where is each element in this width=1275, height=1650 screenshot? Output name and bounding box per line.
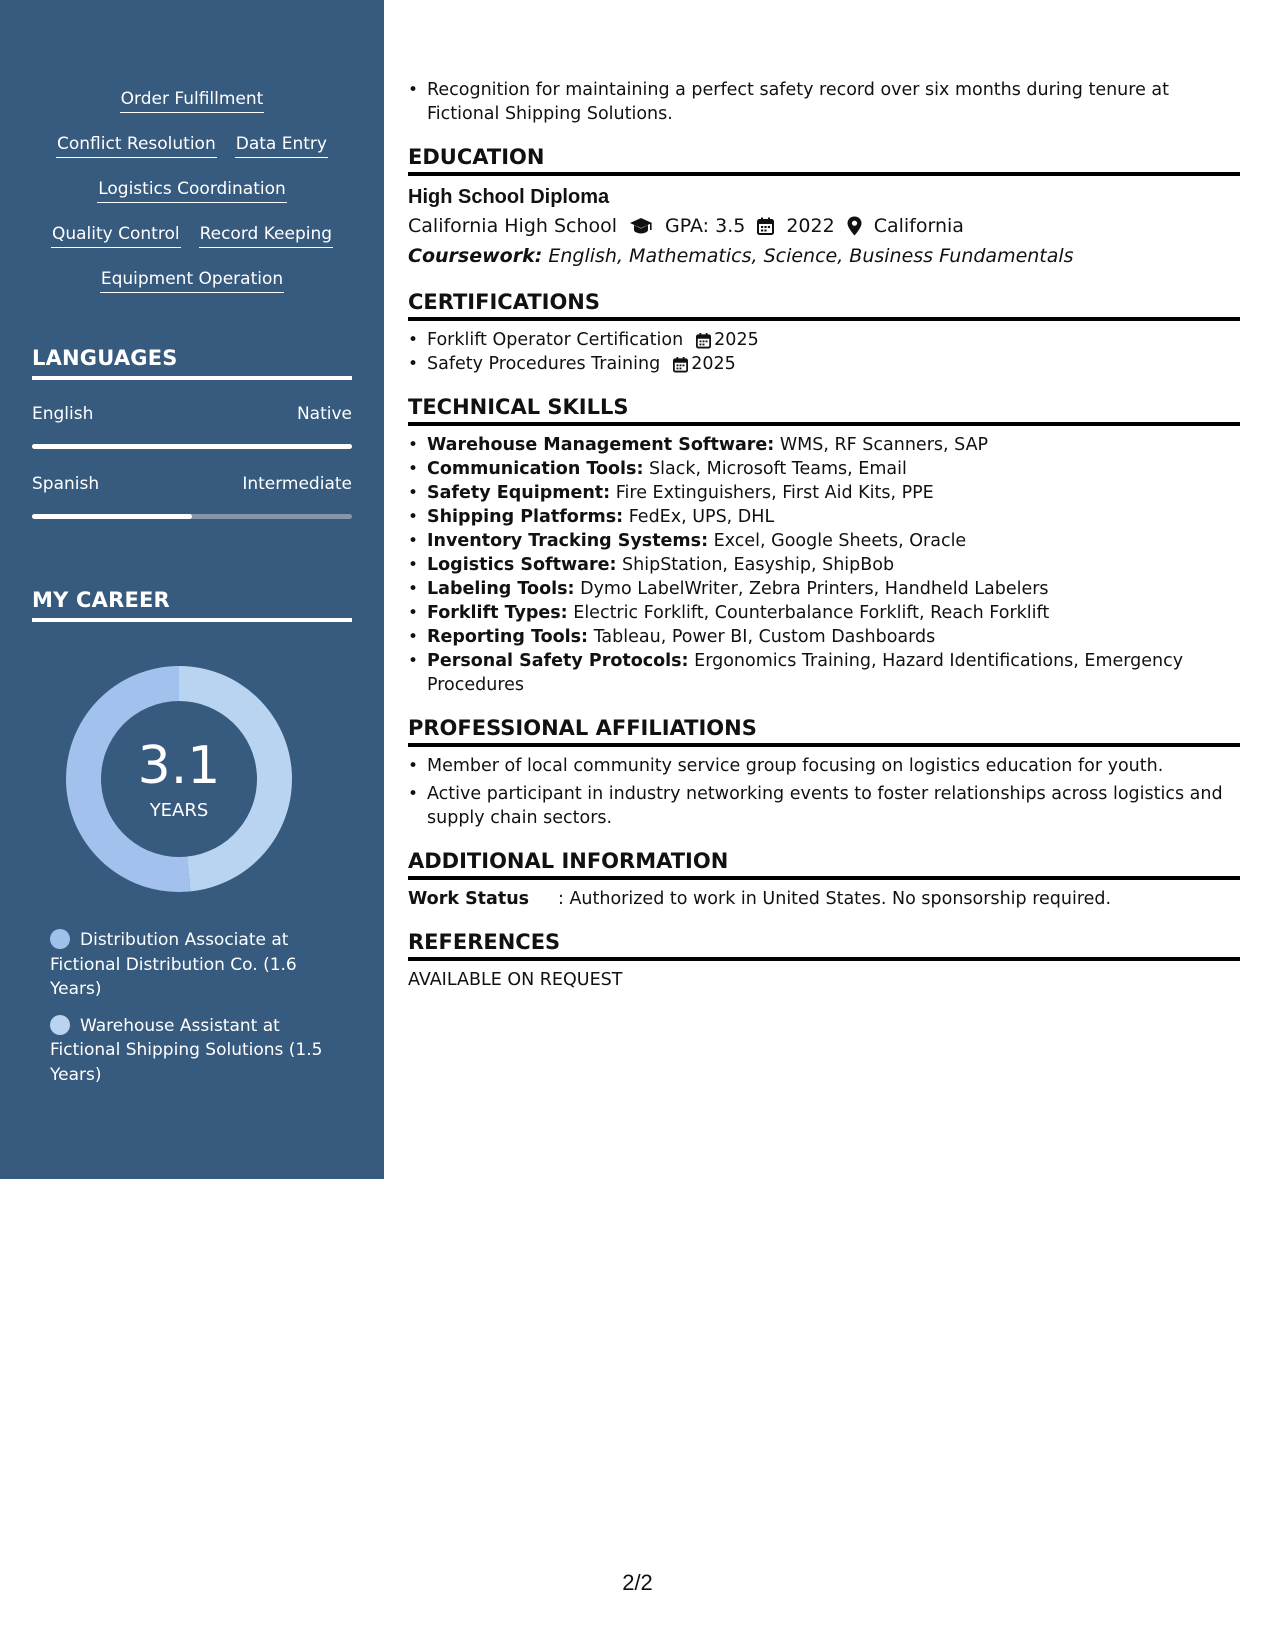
page-number: 2/2 <box>622 1570 653 1595</box>
certifications-list <box>408 328 1240 376</box>
work-status-value: : Authorized to work in United States. No sponsorship required. <box>558 889 1112 909</box>
skill-tag-row <box>32 178 352 223</box>
languages-heading: LANGUAGES <box>32 346 352 380</box>
language-english <box>32 404 352 449</box>
technical-skill-item <box>408 481 1240 505</box>
education-location: California <box>873 215 964 237</box>
calendar-icon <box>757 217 774 235</box>
technical-skill-value: Slack, Microsoft Teams, Email <box>649 459 907 479</box>
references-heading: REFERENCES <box>408 929 1240 961</box>
technical-skill-label: Labeling Tools: <box>427 579 575 599</box>
language-name: English <box>32 404 94 424</box>
location-pin-icon <box>847 216 862 236</box>
affiliations-list <box>408 754 1240 830</box>
experience-bullets <box>408 78 1240 126</box>
work-status-row <box>408 887 1240 911</box>
technical-skill-value: Excel, Google Sheets, Oracle <box>713 531 967 551</box>
career-total-years: 3.1 <box>137 736 221 796</box>
certification-item <box>408 328 1240 352</box>
career-dot-icon <box>50 1015 70 1035</box>
education-coursework <box>408 241 1240 271</box>
main-content <box>408 78 1240 992</box>
coursework-label: Coursework: <box>408 245 543 267</box>
technical-skill-value: Ergonomics Training, Hazard Identifications, Emergency Procedures <box>427 651 1184 695</box>
technical-skill-value: Tableau, Power BI, Custom Dashboards <box>593 627 936 647</box>
calendar-icon <box>673 356 688 373</box>
technical-skill-item <box>408 577 1240 601</box>
technical-skill-label: Personal Safety Protocols: <box>427 651 689 671</box>
career-list <box>50 928 340 1099</box>
additional-info-heading: ADDITIONAL INFORMATION <box>408 848 1240 880</box>
technical-skill-value: ShipStation, Easyship, ShipBob <box>622 555 895 575</box>
technical-skill-value: Fire Extinguishers, First Aid Kits, PPE <box>615 483 934 503</box>
certification-name: • Forklift Operator Certification <box>427 330 684 350</box>
career-item-text: Warehouse Assistant at Fictional Shipping Solutions (1.5 Years) <box>50 1015 323 1085</box>
career-heading: MY CAREER <box>32 588 352 622</box>
technical-skill-value: FedEx, UPS, DHL <box>628 507 775 527</box>
language-bar-fill <box>32 444 352 449</box>
calendar-icon <box>696 332 711 349</box>
technical-skill-value: Electric Forklift, Counterbalance Forklift, Reach Forklift <box>573 603 1050 623</box>
skill-tag: Quality Control <box>51 223 181 248</box>
language-level: Native <box>296 404 352 424</box>
affiliation-item: • Active participant in industry networking events to foster relationships across logistics and supply chain sectors. <box>408 782 1240 830</box>
technical-skill-item <box>408 625 1240 649</box>
technical-skill-label: Inventory Tracking Systems: <box>427 531 709 551</box>
technical-skill-label: Safety Equipment: <box>427 483 611 503</box>
skill-tag: Data Entry <box>235 133 328 158</box>
skill-tag: Order Fulfillment <box>120 88 265 113</box>
technical-skill-label: Forklift Types: <box>427 603 568 623</box>
education-details <box>408 211 1240 241</box>
technical-skill-item <box>408 457 1240 481</box>
skill-tag-row <box>32 88 352 133</box>
education-degree: High School Diploma <box>408 186 610 208</box>
certification-year: 2025 <box>714 330 759 350</box>
coursework-value: English, Mathematics, Science, Business Fundamentals <box>548 245 1074 267</box>
skill-tag: Equipment Operation <box>100 268 284 293</box>
career-years-unit: YEARS <box>149 800 209 821</box>
references-text: AVAILABLE ON REQUEST <box>408 970 623 990</box>
graduation-cap-icon <box>629 217 653 235</box>
technical-skills-heading: TECHNICAL SKILLS <box>408 394 1240 426</box>
language-bar <box>32 444 352 449</box>
affiliation-item: • Member of local community service group focusing on logistics education for youth. <box>408 754 1240 778</box>
technical-skills-list <box>408 433 1240 697</box>
skill-tag-row <box>32 133 352 178</box>
experience-bullet: • Recognition for maintaining a perfect safety record over six months during tenure at Fictional Shipping Solutions. <box>408 78 1240 126</box>
certifications-heading: CERTIFICATIONS <box>408 289 1240 321</box>
skill-tag: Record Keeping <box>199 223 333 248</box>
career-donut-chart <box>66 666 292 892</box>
language-level: Intermediate <box>242 474 352 494</box>
education-gpa: GPA: 3.5 <box>665 215 746 237</box>
career-dot-icon <box>50 929 70 949</box>
technical-skill-label: Warehouse Management Software: <box>427 435 775 455</box>
career-item <box>50 928 340 1002</box>
certification-item <box>408 352 1240 376</box>
technical-skill-label: Shipping Platforms: <box>427 507 624 527</box>
technical-skill-label: Logistics Software: <box>427 555 617 575</box>
work-status-label: Work Status <box>408 889 530 909</box>
technical-skill-value: Dymo LabelWriter, Zebra Printers, Handheld Labelers <box>580 579 1049 599</box>
education-heading: EDUCATION <box>408 144 1240 176</box>
technical-skill-item <box>408 553 1240 577</box>
language-spanish <box>32 474 352 519</box>
skill-tag: Conflict Resolution <box>56 133 217 158</box>
certification-year: 2025 <box>691 354 736 374</box>
affiliations-heading: PROFESSIONAL AFFILIATIONS <box>408 715 1240 747</box>
certification-name: • Safety Procedures Training <box>427 354 661 374</box>
career-item-text: Distribution Associate at Fictional Distribution Co. (1.6 Years) <box>50 930 297 999</box>
technical-skill-item <box>408 433 1240 457</box>
career-item <box>50 1014 340 1088</box>
skill-tag-row <box>32 268 352 313</box>
sidebar <box>0 0 384 1179</box>
technical-skill-item <box>408 601 1240 625</box>
technical-skill-item <box>408 505 1240 529</box>
skill-tag-row <box>32 223 352 268</box>
technical-skill-value: WMS, RF Scanners, SAP <box>779 435 989 455</box>
technical-skill-label: Reporting Tools: <box>427 627 589 647</box>
language-name: Spanish <box>32 474 100 494</box>
education-year: 2022 <box>786 215 835 237</box>
skills-tags <box>32 88 352 313</box>
technical-skill-item <box>408 649 1240 697</box>
language-bar-fill <box>32 514 192 519</box>
technical-skill-item <box>408 529 1240 553</box>
education-school: California High School <box>408 215 618 237</box>
skill-tag: Logistics Coordination <box>97 178 287 203</box>
technical-skill-label: Communication Tools: <box>427 459 644 479</box>
language-bar <box>32 514 352 519</box>
